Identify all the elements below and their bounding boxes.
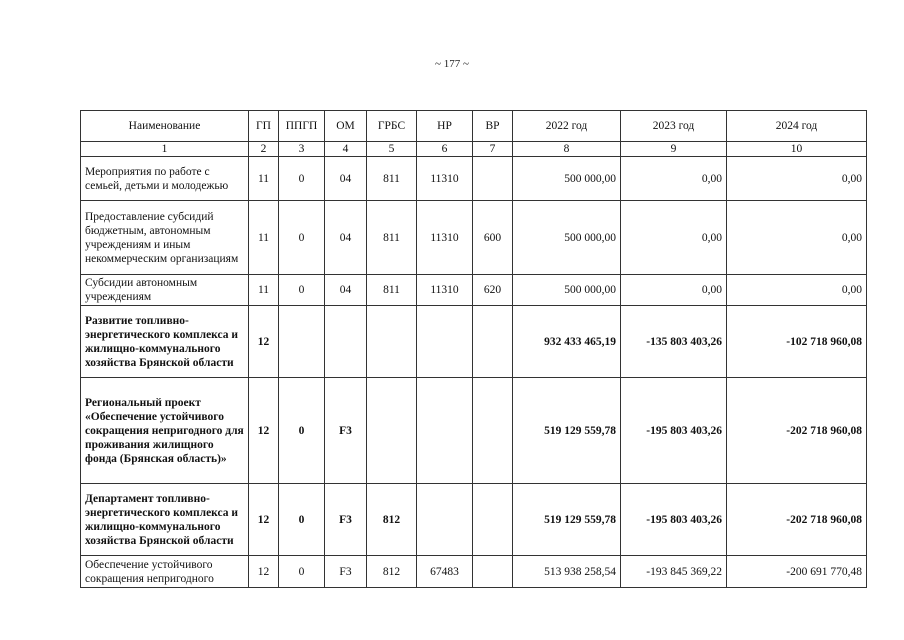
cell-name: Обеспечение устойчивого сокращения непригодного xyxy=(81,556,249,588)
cell-om: F3 xyxy=(325,556,367,588)
header-2023: 2023 год xyxy=(621,111,727,142)
cell-2023: -193 845 369,22 xyxy=(621,556,727,588)
table-row xyxy=(81,275,867,306)
column-index: 2 xyxy=(249,142,279,157)
cell-nr: 11310 xyxy=(417,275,473,306)
column-index: 10 xyxy=(727,142,867,157)
cell-2022: 932 433 465,19 xyxy=(513,306,621,378)
header-row xyxy=(81,111,867,142)
cell-ppgp xyxy=(279,306,325,378)
cell-name: Субсидии автономным учреждениям xyxy=(81,275,249,306)
cell-ppgp: 0 xyxy=(279,378,325,484)
cell-gp: 11 xyxy=(249,201,279,275)
cell-nr: 11310 xyxy=(417,157,473,201)
cell-2024: -202 718 960,08 xyxy=(727,484,867,556)
cell-name: Региональный проект «Обеспечение устойчивого сокращения непригодного для проживания жилищного фонда (Брянская область)» xyxy=(81,378,249,484)
cell-grbs: 811 xyxy=(367,157,417,201)
cell-vr: 620 xyxy=(473,275,513,306)
table-row xyxy=(81,484,867,556)
cell-name: Предоставление субсидий бюджетным, автономным учреждениям и иным некоммерческим организациям xyxy=(81,201,249,275)
cell-2024: -102 718 960,08 xyxy=(727,306,867,378)
cell-om xyxy=(325,306,367,378)
cell-vr xyxy=(473,306,513,378)
cell-ppgp: 0 xyxy=(279,201,325,275)
cell-gp: 12 xyxy=(249,484,279,556)
table-row xyxy=(81,378,867,484)
column-index: 7 xyxy=(473,142,513,157)
header-name: Наименование xyxy=(81,111,249,142)
cell-om: F3 xyxy=(325,484,367,556)
cell-grbs xyxy=(367,306,417,378)
header-vr: ВР xyxy=(473,111,513,142)
cell-vr xyxy=(473,556,513,588)
cell-grbs: 811 xyxy=(367,275,417,306)
cell-2023: -195 803 403,26 xyxy=(621,378,727,484)
cell-2023: -135 803 403,26 xyxy=(621,306,727,378)
cell-om: F3 xyxy=(325,378,367,484)
cell-vr xyxy=(473,484,513,556)
header-ppgp: ППГП xyxy=(279,111,325,142)
header-2024: 2024 год xyxy=(727,111,867,142)
cell-name: Развитие топливно-энергетического комплекса и жилищно-коммунального хозяйства Брянской области xyxy=(81,306,249,378)
table-row xyxy=(81,201,867,275)
cell-2023: -195 803 403,26 xyxy=(621,484,727,556)
cell-gp: 11 xyxy=(249,275,279,306)
cell-grbs: 812 xyxy=(367,556,417,588)
cell-nr: 67483 xyxy=(417,556,473,588)
cell-om: 04 xyxy=(325,275,367,306)
page-number: ~ 177 ~ xyxy=(435,58,469,70)
cell-nr: 11310 xyxy=(417,201,473,275)
cell-2022: 500 000,00 xyxy=(513,275,621,306)
cell-ppgp: 0 xyxy=(279,157,325,201)
table-row xyxy=(81,306,867,378)
cell-2022: 500 000,00 xyxy=(513,201,621,275)
cell-gp: 12 xyxy=(249,378,279,484)
column-index: 5 xyxy=(367,142,417,157)
column-index: 9 xyxy=(621,142,727,157)
cell-name: Мероприятия по работе с семьей, детьми и молодежью xyxy=(81,157,249,201)
cell-nr xyxy=(417,484,473,556)
column-index: 8 xyxy=(513,142,621,157)
header-gp: ГП xyxy=(249,111,279,142)
header-nr: НР xyxy=(417,111,473,142)
cell-grbs: 812 xyxy=(367,484,417,556)
cell-ppgp: 0 xyxy=(279,556,325,588)
cell-gp: 12 xyxy=(249,556,279,588)
cell-2024: -200 691 770,48 xyxy=(727,556,867,588)
cell-2023: 0,00 xyxy=(621,157,727,201)
cell-gp: 12 xyxy=(249,306,279,378)
budget-table xyxy=(80,110,867,588)
header-2022: 2022 год xyxy=(513,111,621,142)
column-index: 3 xyxy=(279,142,325,157)
cell-2022: 513 938 258,54 xyxy=(513,556,621,588)
cell-gp: 11 xyxy=(249,157,279,201)
column-index: 4 xyxy=(325,142,367,157)
cell-grbs: 811 xyxy=(367,201,417,275)
cell-nr xyxy=(417,306,473,378)
cell-vr xyxy=(473,378,513,484)
cell-2022: 519 129 559,78 xyxy=(513,378,621,484)
cell-nr xyxy=(417,378,473,484)
cell-ppgp: 0 xyxy=(279,275,325,306)
table-row xyxy=(81,157,867,201)
cell-2023: 0,00 xyxy=(621,275,727,306)
cell-2024: 0,00 xyxy=(727,275,867,306)
cell-2022: 519 129 559,78 xyxy=(513,484,621,556)
column-index: 6 xyxy=(417,142,473,157)
table-body xyxy=(81,157,867,588)
header-grbs: ГРБС xyxy=(367,111,417,142)
cell-vr: 600 xyxy=(473,201,513,275)
cell-om: 04 xyxy=(325,201,367,275)
table-row xyxy=(81,556,867,588)
cell-om: 04 xyxy=(325,157,367,201)
cell-name: Департамент топливно-энергетического комплекса и жилищно-коммунального хозяйства Брянской области xyxy=(81,484,249,556)
header-om: ОМ xyxy=(325,111,367,142)
cell-2024: -202 718 960,08 xyxy=(727,378,867,484)
cell-2024: 0,00 xyxy=(727,157,867,201)
cell-vr xyxy=(473,157,513,201)
cell-2024: 0,00 xyxy=(727,201,867,275)
cell-2023: 0,00 xyxy=(621,201,727,275)
column-index: 1 xyxy=(81,142,249,157)
cell-grbs xyxy=(367,378,417,484)
cell-2022: 500 000,00 xyxy=(513,157,621,201)
cell-ppgp: 0 xyxy=(279,484,325,556)
column-index-row xyxy=(81,142,867,157)
